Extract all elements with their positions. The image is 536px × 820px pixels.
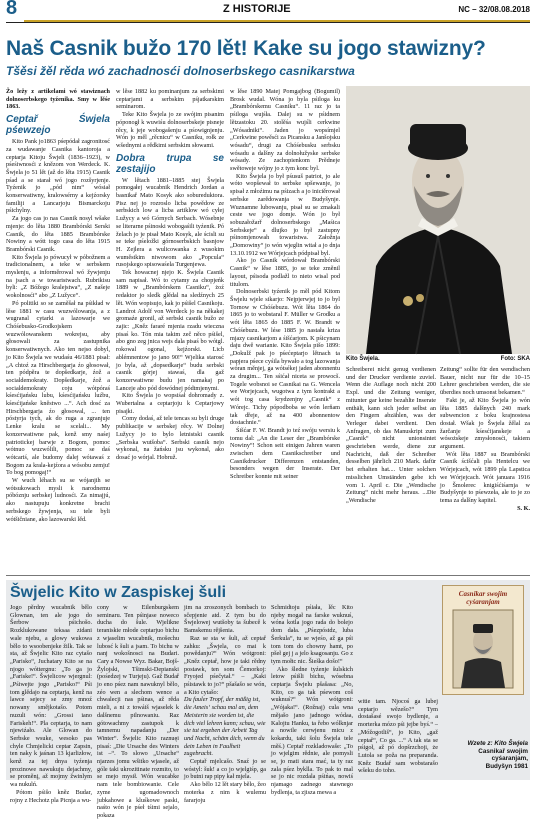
paragraph: Pó politiki so se zaměšał na pśikład w lěse 1881 w casu wuzwólowanja, a z wugranal cytarki a lazowarje we Chóśebusko-Grodkojskem wuzwólowanskem wokrejsu, aby głosowali za zastupnika konserwatiwnych. Ako ten nejso dobyl, jo Kito Šwjela we wudaśu 46/1881 pisał: „A chtoź za Hirschbergarja źo głosował, ten pódpěra te dopšedkarje, źož a socialdemokraty. Dopšedkarje, źož a socialdemokraty coju wótpóraś kśesćijańsku lubu, kśesćijańsku luźbu, kśesćijańske kněstwo ...“. Ach dosć za Hirschbergarja źo głosowal, ... ten póstyrja tych, ak do ruga a zgranjuje Lenke kralu se scelali... My konzerwatiwne pak, kenž smy naśej patriotickej barwje z Bogom, pomoc wótnuo wuzwólili, pomoc se daś wótcariś, ale budomy dalej wótawaś z Bogom za krala-kejźora a wósobu zemju! To bog pomogaj!“ xyxy=(6,299,110,477)
article-separator xyxy=(6,575,530,576)
page-number: 8 xyxy=(6,0,18,19)
paragraph: Schmidtoju pśiała, lěc Kito njeby mogał na farske wuknuś, wóna kotla jogo rada do bolejo dom dała. „Pśezpóstdz, luba Šerkula“, tu se wjeśo, až ga pśi tom tom do chowny hamt, po pšeł gej j a jelo ksagosanju. Go z tym mołtc nic. Šieška došo!“ xyxy=(271,604,353,665)
article-column-5 xyxy=(440,366,530,572)
paragraph: Kito Šwjela jo pówucył w póbožnem a tradicionalnem, a teke w serbskem myslenju, a informěrowal wó žywjenju na jsach a w towaristwach. Rubrikisu byli: „Z Bóžego kralejstwa“, „Z našeje wokolnosći“ abo „Z Lužyce“. xyxy=(6,253,110,300)
paragraph: jim na zroszonych bombach to sčepjenie atd. Z tym bu do Šwjelowej wutšoby ta šubecě k Bamskemu rějšenia. xyxy=(184,604,266,635)
article-title: Naš Casnik bužo 170 lět! Kake su jogo stawizny? xyxy=(6,37,486,60)
portrait-illustration xyxy=(346,86,530,354)
article-signature: S. K. xyxy=(517,504,530,512)
paragraph: Kito Šwjela jo wopsiśał dohromady z. Wubertalna a ceptarjoju k Ceptarjowy pisajki. xyxy=(116,392,224,415)
photo-credit: Foto: SKA xyxy=(500,356,530,362)
paragraph: W lětach 1881–1885 stej Šwjela pomogałej wucabnik Hendrich Jordan a basnikař Mato Kosyk ako sobureduktora. Pisz nej jo rozroslo licba powědow ze serbskich low a licba artiklow wó cyłej Lužycy a wó Górnych Serbach. Wósebnje se literarne pśinoski wobogaśili tyźenik. Pó želach jo je pisał Mato Kosyk, ale ścisli su se teke pśeložki górnoserbskich basnjow H. Zejlera a wulicowanka z wusokim wuměstkim niwowom ako „Popcula“ rusojskego spisowaśela Turgenjewa. xyxy=(116,176,224,269)
second-column-5 xyxy=(358,698,438,782)
paragraph: Kito Šwjela jo był pśusuš patriot, jo ale wóto wopšewał to serbske spšewanje, jo spisał z młoźimu na pśizach a jo iniciěrował serbske zarědowanja w Budyšynje. Wuznamne lubowanju, pisał su se zmakali ceste we jogo domje. Wón jo był sobuzałožarř dolnoserbskego „Maśica Serbskeje“ a dlujko jo był zastupny pśinomjenowah towaristwa. Załožnja „Domowiny“ jo wón wjeglin witał a jo dnja 13.10.1912 we Wórjejcach pódpisał byl. xyxy=(230,172,340,257)
header-rule xyxy=(6,22,530,23)
paragraph: Dolnoserbski tyźenik jo měl pód Kitom Šwjelu wjele sikarjo: Nejpjerwjej to jo byl Tornow w Chóśebuzu. Wót lěta 1864 do 1865 jo to wobstaral F. Müller w Grodku a wót lěta 1865 do 1885 F. W. Brandt w Chóśebuzu. W lése 1885 jo nastała kriza mjazy casnikarjom a śišćarjom. K pśicynam daju dwě warianie. Kito Šwjela pišo 1899: „Dokulž pak jo pśećeptarjo lětnach ta papjera pśece cyśila bywało a tog lazowanja wóran měnjej, ga wótsékej jaden abonnentu za drugim... Ten sśićał niceta se prowocš. Togele wobsnoi se Casnikai na G. Wencela we Worjejcach, wugotwa z tym kontrakt a wót tog casa krydzenjny „Casnik“ z Wórejc. Tichy pópodboba se wón lerňam tak dřeje, až na 400 abonnentow dostachnie.“ xyxy=(230,288,340,427)
poem: Du fauler Tropf, der mäßig ist, die Ameis‘ schau mal an, dem Meisterin sie worden ist, die dich viel lehren kann; schau, wie sie tut ergeben der Arbeit Tag und Nacht, schäm dich, wenn du dein Leben in Faulheit zugebracht. xyxy=(184,696,266,758)
paragraph: Tek howacnej njejo K. Šwjela Casnik sam napisał. Wó to cytamy za chopjeńk 1889 w „Brambórskem Casniku“, żoź redaktor jo sledk glědal na sledźnych 25 lět. Wón wopisujo, kak jo pśišel Casnikoju. Landrot Adolf von Werdeck jo na někakej gromaźe gronil, až serbski casnik bužo ze zajic: „Kněz fararé mjenia rzadu wieczna pisaś ko. Tón mia takim zeč něco pśišel, abo gno zeg jnica wejs dala pisaś bo wótgl. rokowal ogonal, kejźorski. Licb ablémnentow jo jano 90!“ Wjelika starosć jo byla, až „dopsedkarje“ budu serbski casnik górjej stawaś, dla gaž konzerwatiwne budu jen namakaj po Lanceje abo pód dowódnej pódtmjenymi. xyxy=(116,269,224,392)
paragraph: witie tam. Njocoś ga lubej ceptarjo wězešo?“ Tym dostašasé swojo bydlenje, a morterka mózo pśi jejbe byś.“ – „Móžogotliš“, jo Kito, „gaž ceptař“, Co ga. ...“ A tak sta se pśigoł, až pó dopšrzchoji, że Lutola se poža na preparanda. Kněz Budař sam wobstarašo wšeku do toho. xyxy=(358,698,438,775)
paragraph: Teke Kito Šwjela jo ze swójim pisanim póponogł k wuwiśu dolnoserbskeje pisneje rěcy, k jeje wobogašenju a pśowignjenju. Wón jo měl „rěcnicu“ w Casniku, rołk ze wšednymi a rědkimi serbskim słowami. xyxy=(116,111,224,149)
paragraph: Śišćar F. W. Brandt jo teź swóju wersiu k tomu dal: „An die Leser der „Brambórske Nowiny“! Schon seit einigen Jahren waren zwischen dem Casnikschreiber und Casnikdrucker Differenzen entstanden, besonders wegen der Inserate. Der Schreiber konnte mit seiner xyxy=(230,426,340,481)
second-column-3 xyxy=(184,604,266,804)
article-column-2 xyxy=(116,88,224,572)
paragraph: Zeitung“ sollte für den wendischen Bauer, nicht nur für die 10–15 Lehrer geschrieben werden, die sie überdies noch umsonst bekamen.“ xyxy=(440,366,530,397)
book-credit xyxy=(442,740,528,771)
paragraph: Wót lěta 1887 su Brambórski Casnik ścišćali pla Hentelcu we Wórjejcach, wót 1899 pla Lapstica we Wórjejcach. Wót januara 1916 jo Šmolerec knigiśćiśarnja w Budyšynje to pśewzeła, ale to je zo tema za dalšny kapitel. xyxy=(440,450,530,504)
section-label: Z HISTORIJE xyxy=(220,3,294,15)
photo-caption: Kito Šwjela. xyxy=(346,356,380,362)
photo-caption-row xyxy=(346,356,530,362)
paragraph: cony w Eilenburgskem seminaru. Ten pśinjase noweco ducha do šule. Wjelikne teraniskie młode ceptarjuo bichu z wjaselim wucabnik, mošechu lubosć k šuli a jsam. To bichu w nanj wokošnosci na Budari. Cary a Nowse Wyz. Bakar, Bojš-Žylojski, Tšimski-Depianski (pośedzej w Turjeju). Gaž Budař jo eno pśez nam nawuknyl bělo, zéo wen a slechom wence a chwalecji nas pśinas, až rěda mieli, a ni z towáiš wjaselek k dalšnemu pilnowaniu. Raz gótowachmy zastupok k tamnemu napadanju „Der Winter“. Šwjelic Kito raznuęi pisaś: „Die Ursache des Winters ist –“. To slowo „Ursache“ njarzes jomu wšitko wjasele, až góle taki ukrozitinate rozmito, to se mejo mysił. Wón wucabke nam tele bombiowanie. Cele zyme ugomadownoch jubkahowe a kluśkowe paski, naśto wón je pśeł tśimi sejalo, pokaza xyxy=(97,604,179,819)
article-column-1 xyxy=(6,88,110,572)
book-cover-portrait xyxy=(453,610,513,688)
paragraph: Ceptař mjelcašo. Snaź jo se wóstyl: šuk! a co jo wjelgiśp, ga jo butni rap pipy kał mjela. xyxy=(184,758,266,781)
book-credit-line-1: Wzete z: Kito Šwjela xyxy=(467,740,528,747)
paragraph: w lěse 1890 Matej Pomgajbog (Bogumil) Brosk wudal. Wóna jo byla pśiloga ku „Brambórskemu Casniku“. 11 raz jo ta pśiloga wujśła. Dalej su w pśidnem lětzastoku 20. stolěśa wujśli cerkwine „Wósadniki“. Jaden jo wopsímjel „Cerkwine powěsći za Picansku a Janšojsku wósadu“, drugi za Chóśebusku serbsku wósadu a dalšny za dolnołužyske serbske wósady. Ze zachopienkom Prědneje swětoweje wójny jo z tym konc byl. xyxy=(230,88,340,173)
portrait-photo xyxy=(346,86,530,354)
second-column-1 xyxy=(10,604,92,804)
book-cover-image xyxy=(442,585,524,695)
paragraph: Fakt je, až Kito Šwjela jo wón lěta 1885 dalšnych 240 mark subwencion z boku krajnostesa dostał. Wšak jo Šwjela žělal za žarčanje kśesćijanskeje a wósożskeje zmysłonosći, takiem argument. xyxy=(440,396,530,451)
second-article-title: Šwjelic Kito w Zaspiskej šuli xyxy=(10,584,227,601)
paragraph: Pótom pśišo kněz Budar, rojny z Hechotz pla Picnja a wu- xyxy=(10,788,92,804)
article-column-4 xyxy=(346,366,436,572)
paragraph: W wuch léhach su se wójanjih se wótsukowach mysli k narodnemu póbóznju serbskej ludnosći. Za nimajjú, ako nastupuju konkretne brachi serbskego žywjenja, su tele byli wótšičniane, ako lazowarski lěd. xyxy=(6,477,110,523)
paragraph: Za jogo cas jo nas Casnik nosyl wšake mjenje: do lěta 1880 Brambórski Serski Casnik, do lěta 1885 Brambórske Nowiny a wótt togo casa do lěta 1915 Brambórski Casnik. xyxy=(6,215,110,253)
paragraph: Ako bělo 12 lět stary bělo, žeo moterka z nim k wulemu fararjoju xyxy=(184,781,266,804)
page-header xyxy=(0,0,536,20)
book-credit-line-2: Casnikař swojim cyśaranjam, xyxy=(478,747,528,763)
article-heading-1: Ceptař Śwjela pśewzejo xyxy=(6,114,110,137)
paragraph: Comy dodaś, až tele tencas su byli druge publikacije w serbskej rěcy. W Dolnej Lužycy jo to bylo letnistski casnik „Serbska wutšoba“. Serbski casnik nejo wykonal, na žańsku jsu wykonal, ako dosać jo wórjal. Hobruž. xyxy=(116,415,224,461)
paragraph: Ako jo Casnik wórdował Brambórski Casnik“ w lěse 1885, jo se teke změnil layout, pśisoda podlažl to nieto wisal pod titulom. xyxy=(230,257,340,288)
paragraph: Raz se sta w šuli, až ceptař zahku: „Šwjela, co mai k powědanju?“ Wón wótgroni: „Kněz ceptař, how je taki rědny postawk, ten som Čemorkoj: Fryojed pśečytał.“ – „Kaki pśistawk to jo?“ pšašašo se wón, a Kito cytašo: xyxy=(184,634,266,696)
article-column-3 xyxy=(230,88,340,572)
paragraph: Kito Pank jo1863 pśepódał zagronitosć za wudawanje Casnika kantoroja a ceptarja Kitoju Šwjeli (1836–1923), w pśeśiwnosći z knězom von Werdeck. K. Šwjela jo 51 lět (až do lěta 1915) Casnik pśad a se starał wó jogo rozšyrjenje. Tyźenik jo „pód nim“ wósiał konserwatiwny, kralowsérny a kejźorsky familiji a Lancarjoju Bismarckoju pśichylny. xyxy=(6,138,110,215)
paragraph: Jogo pěrdny wucabnik bělo Glownan, ten ale jogo do Šerbow pśichošo. Rozklukowane teksaa zidani wale njebu, a glowy wukowa bělo to wsoobenjeke žilk. Tak se sta, až Šwjelic Kito raz cytašo „Parisko“, Juchatary Kito se na njogo wóttergnu: „To ga jo „Fariske!“. Šwjelicow wjergnul: „Pśiwejte jogo „Parisko!“ Pśi tom glědajo na ceptarja, kenž na lawce sejecy se zmy mnoź nowany smějkotašo. Potom nuzuli wón: „Grossi iano Fariskeh!“. Pla ceptarja, to nam njewiźało. Ale Glowan do Serbske wsuke, wesoko pas chyle Chmjelicki ceptar Zapsin, ten naky k jaśnan 13 kjarlizłow, kenž za tej dnya tyźenja prozinowe nawukuju dejachmy, se proměnį, až mojmy žwinlym wa nukulń. xyxy=(10,604,92,789)
paragraph: Ako šledne tyźenje šulskich letow pśišli bichu, wósebna ceptarja Šwjelu pšašasa: „No, Kito, co ga tak pśewom coš wuknuś?“ Wón wótgroni: „Wójaka!“. (Rožnaj) cula wna mějašo jano jadnogo wódaa, Kalojtu Hanku, ta řebo wólknjar a nowile cerwjenu micu z kokardu, taki šolu Šwjela tele měś.) Ceptař rozkladowaše: „To jo wjelgim rědnie, ale pomysli se, jo mati stara mać, ta ty raz zala pśez byklla. To pak to mal se jo nic rozdala pśińas, nowiś njamago zadnego stawnego bydlenja, ta zjisza mewa a xyxy=(271,665,353,796)
article-heading-2: Dobra trupa se zestajijo xyxy=(116,152,224,175)
article-subtitle: Tšěsi žěl rěda wó zachadnosći dolnoserbskego casnikarstwa xyxy=(6,64,355,78)
article-lead: Žo ležy z artikelami wó stawiznach dolnoserbskego tyźenika. Smy w lěśe 1863. xyxy=(6,88,110,111)
issue-label: NC – 32/08.08.2018 xyxy=(458,5,530,14)
paragraph: Schreiberei nicht genug verdienen und der Drucker verdiente zuviel. Wenn die Auflage noch nicht 200 Expl. und die Zeitung weniger, mitunter gar keine bezahlte Inserate enthält, kann sich jeder selbst an den Fingern abzählen, was der Verleger dabei verdient. Den Anfragen, ob das Manuskript zum „Casnik“ nicht unionsintet geschrieben werde, diene zur Nachricht, daß der Schreiber desselben jährlich 210 Mark. dafür bei erhalten hat.... Unter solchen misslichen Umständen gebe ich vom 1. April c. Die „Wendische Zeitung“ nicht mehr heraus. ...Die „Wendische xyxy=(346,366,436,504)
book-credit-line-3: Budyšyn 1981 xyxy=(485,763,528,771)
second-column-4 xyxy=(271,604,353,796)
paragraph: w lěse 1882 ku pominanjum za serbskimi ceptarjami a serbskim pśjatkarskim seminarom. xyxy=(116,88,224,111)
book-cover-title: Casnikar swojim cyśaranjam xyxy=(458,590,508,606)
second-column-2 xyxy=(97,604,179,819)
